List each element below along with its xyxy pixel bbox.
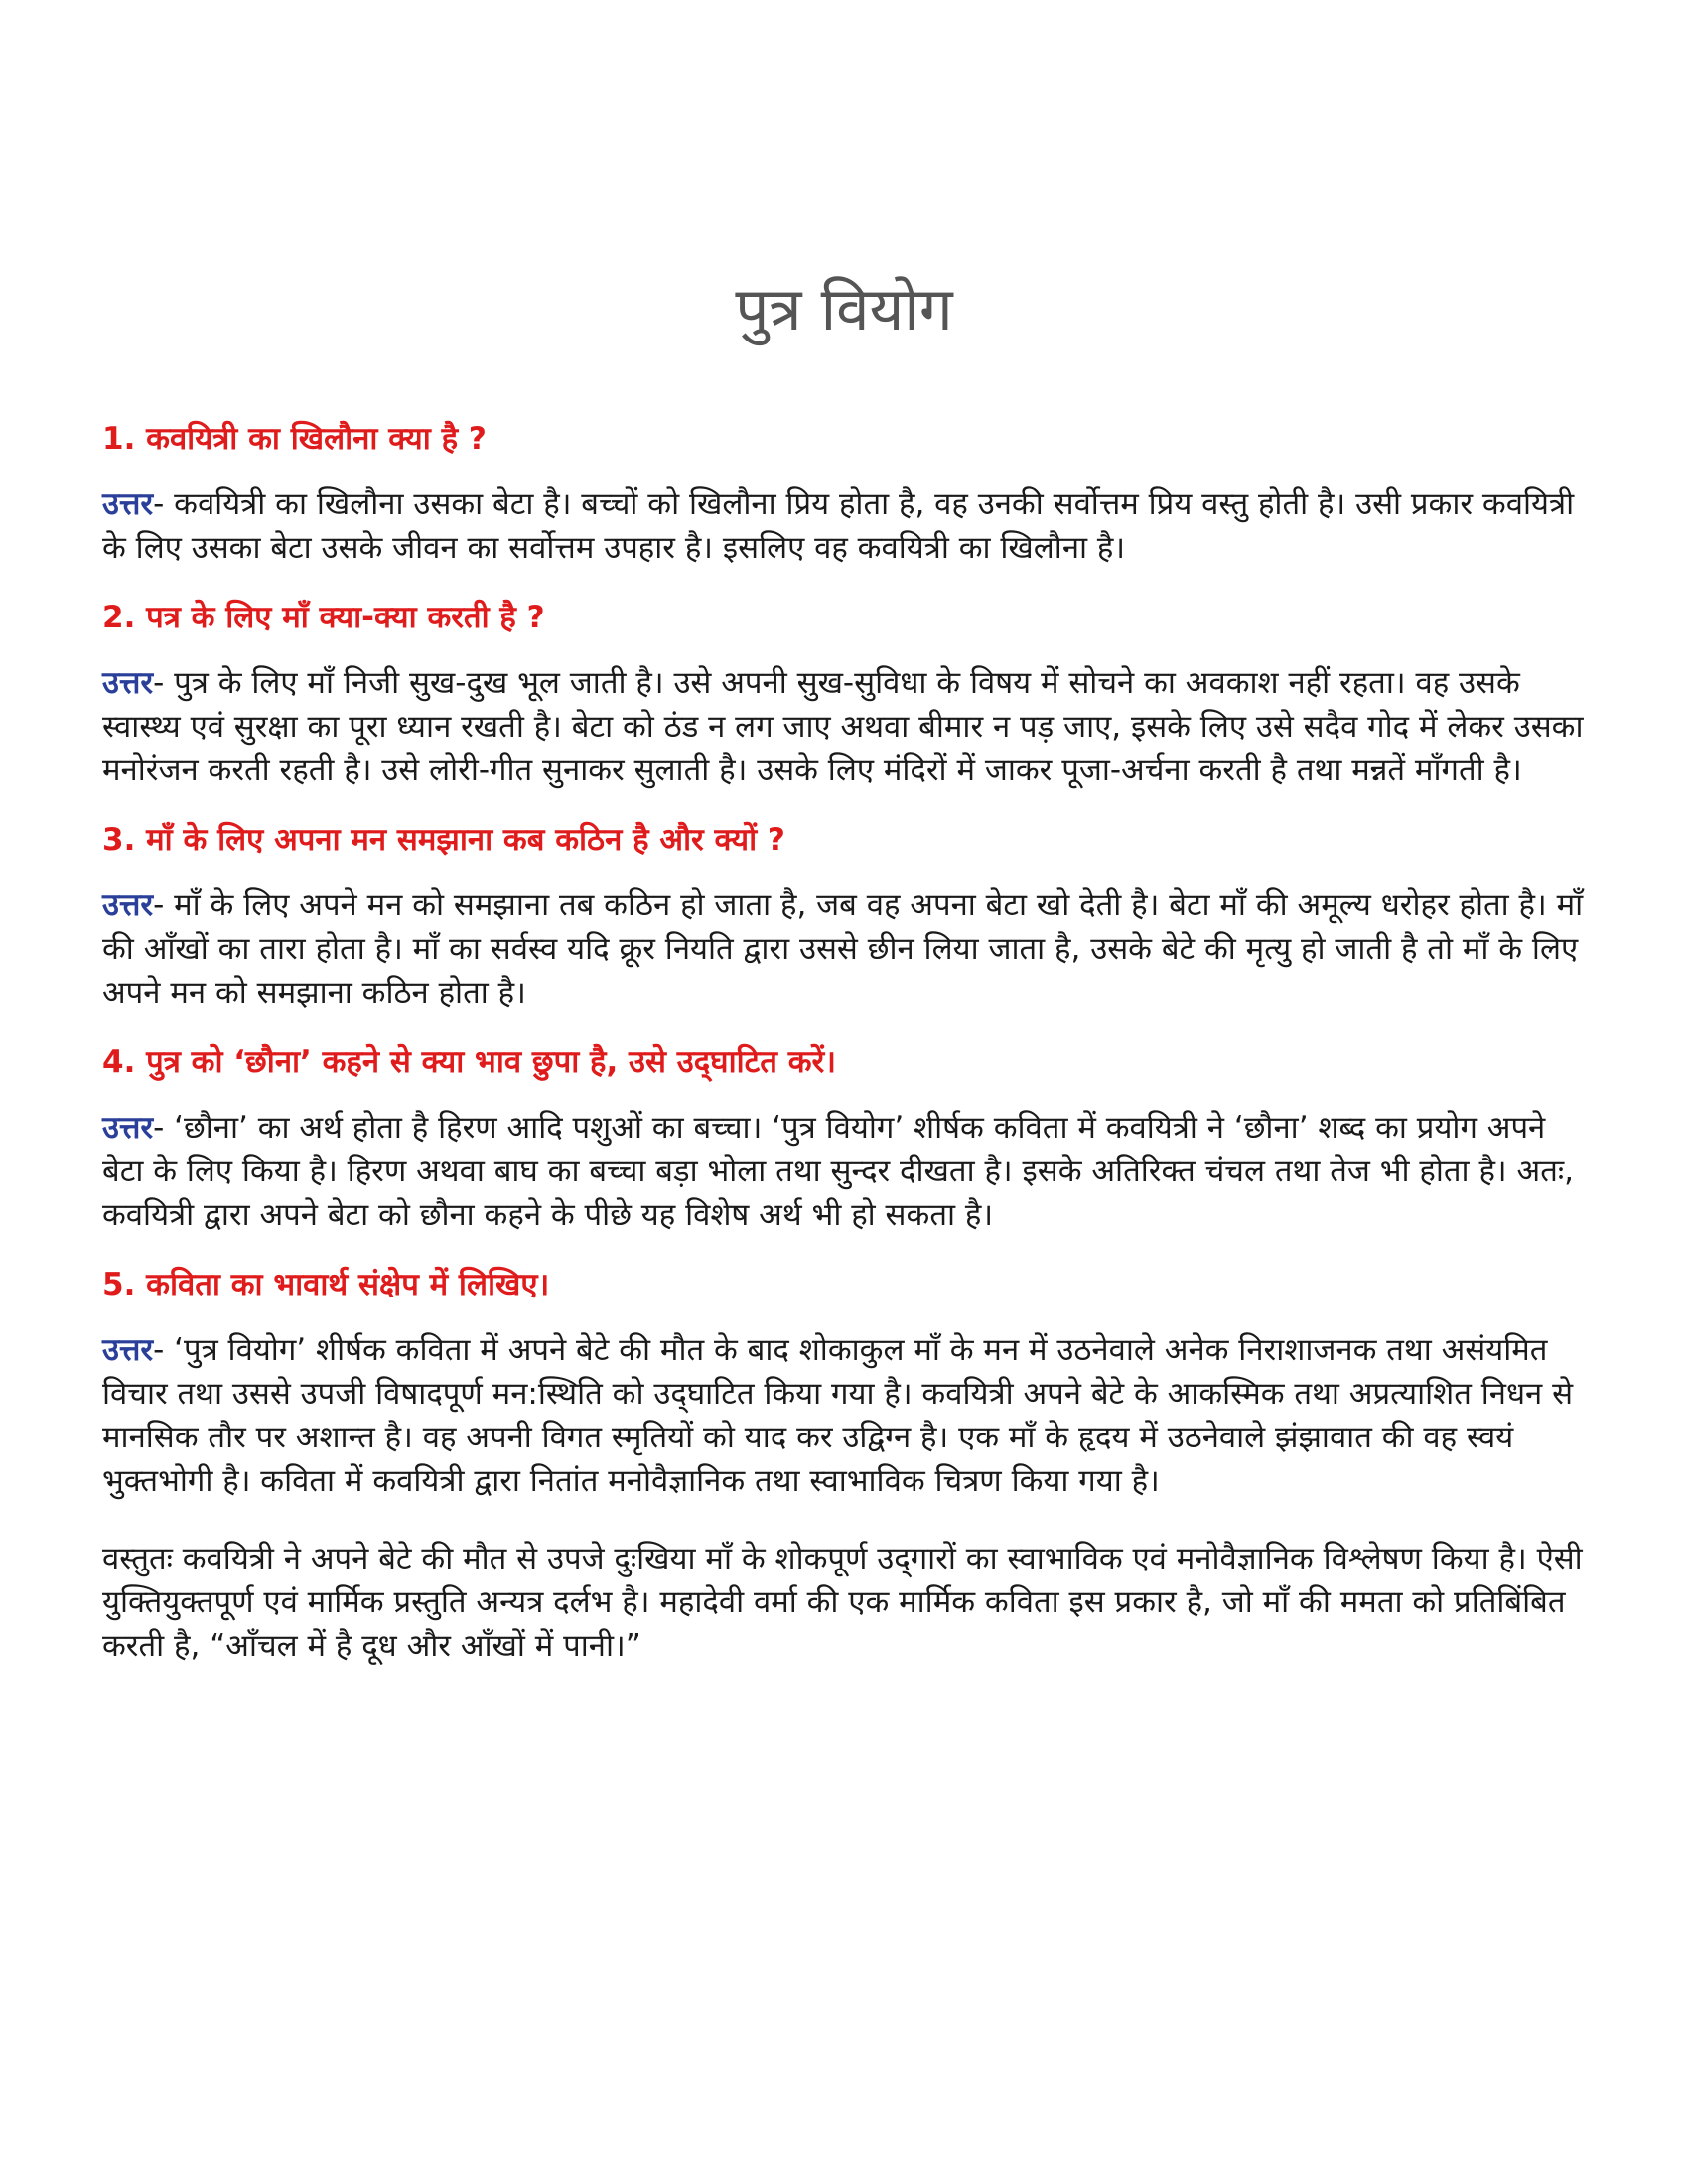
answer-4-text: - ‘छौना’ का अर्थ होता है हिरण आदि पशुओं का बच्चा। ‘पुत्र वियोग’ शीर्षक कविता में कवयित्री ने ‘छौना’ शब्द का प्रयोग अपने बेटा के लिए किया है। हिरण अथवा बाघ का बच्चा बड़ा भोला तथा सुन्दर दीखता है। इसके अतिरिक्त चंचल तथा तेज भी होता है। अतः, कवयित्री द्वारा अपने बेटा को छौना कहने के पीछे यह विशेष अर्थ भी हो सकता है। xyxy=(102,1110,1574,1233)
answer-label: उत्तर xyxy=(102,665,154,701)
answer-1 xyxy=(102,482,1592,570)
answer-label: उत्तर xyxy=(102,1110,154,1146)
answer-3 xyxy=(102,884,1592,1015)
question-2: 2. पत्र के लिए माँ क्या-क्या करती है ? xyxy=(102,600,545,635)
answer-5 xyxy=(102,1328,1592,1503)
question-1: 1. कवयित्री का खिलौना क्या है ? xyxy=(102,421,487,457)
answer-2 xyxy=(102,661,1592,792)
question-4: 4. पुत्र को ‘छौना’ कहने से क्या भाव छुपा है, उसे उद्‌घाटित करें। xyxy=(102,1044,836,1080)
page-title: पुत्र वियोग xyxy=(735,275,953,345)
answer-3-text: - माँ के लिए अपने मन को समझाना तब कठिन हो जाता है, जब वह अपना बेटा खो देती है। बेटा माँ की अमूल्य धरोहर होता है। माँ की आँखों का तारा होता है। माँ का सर्वस्व यदि क्रूर नियति द्वारा उससे छीन लिया जाता है, उसके बेटे की मृत्यु हो जाती है तो माँ के लिए अपने मन को समझाना कठिन होता है। xyxy=(102,887,1584,1011)
answer-label: उत्तर xyxy=(102,486,154,522)
question-3: 3. माँ के लिए अपना मन समझाना कब कठिन है और क्यों ? xyxy=(102,822,785,858)
answer-5-text: - ‘पुत्र वियोग’ शीर्षक कविता में अपने बेटे की मौत के बाद शोकाकुल माँ के मन में उठनेवाले अनेक निराशाजनक तथा असंयमित विचार तथा उससे उपजी विषादपूर्ण मन:स्थिति को उद्‌घाटित किया गया है। कवयित्री अपने बेटे के आकस्मिक तथा अप्रत्याशित निधन से मानसिक तौर पर अशान्त है। वह अपनी विगत स्मृतियों को याद कर उद्विग्न है। एक माँ के हृदय में उठनेवाले झंझावात की वह स्वयं भुक्तभोगी है। कविता में कवयित्री द्वारा नितांत मनोवैज्ञानिक तथा स्वाभाविक चित्रण किया गया है। xyxy=(102,1332,1574,1499)
answer-label: उत्तर xyxy=(102,887,154,923)
closing-paragraph: वस्तुतः कवयित्री ने अपने बेटे की मौत से उपजे दुःखिया माँ के शोकपूर्ण उद्‌गारों का स्वाभाविक एवं मनोवैज्ञानिक विश्लेषण किया है। ऐसी युक्तियुक्तपूर्ण एवं मार्मिक प्रस्तुति अन्यत्र दर्लभ है। महादेवी वर्मा की एक मार्मिक कविता इस प्रकार है, जो माँ की ममता को प्रतिबिंबित करती है, “आँचल में है दूध और आँखों में पानी।” xyxy=(102,1541,1583,1664)
answer-label: उत्तर xyxy=(102,1332,154,1368)
answer-1-text: - कवयित्री का खिलौना उसका बेटा है। बच्चों को खिलौना प्रिय होता है, वह उनकी सर्वोत्तम प्रिय वस्तु होती है। उसी प्रकार कवयित्री के लिए उसका बेटा उसके जीवन का सर्वोत्तम उपहार है। इसलिए वह कवयित्री का खिलौना है। xyxy=(102,486,1575,566)
qa-content xyxy=(102,417,1592,1668)
answer-2-text: - पुत्र के लिए माँ निजी सुख-दुख भूल जाती है। उसे अपनी सुख-सुविधा के विषय में सोचने का अवकाश नहीं रहता। वह उसके स्वास्थ्य एवं सुरक्षा का पूरा ध्यान रखती है। बेटा को ठंड न लग जाए अथवा बीमार न पड़ जाए, इसके लिए उसे सदैव गोद में लेकर उसका मनोरंजन करती रहती है। उसे लोरी-गीत सुनाकर सुलाती है। उसके लिए मंदिरों में जाकर पूजा-अर्चना करती है तथा मन्नतें माँगती है। xyxy=(102,665,1584,788)
answer-4 xyxy=(102,1106,1592,1237)
question-5: 5. कविता का भावार्थ संक्षेप में लिखिए। xyxy=(102,1267,550,1302)
